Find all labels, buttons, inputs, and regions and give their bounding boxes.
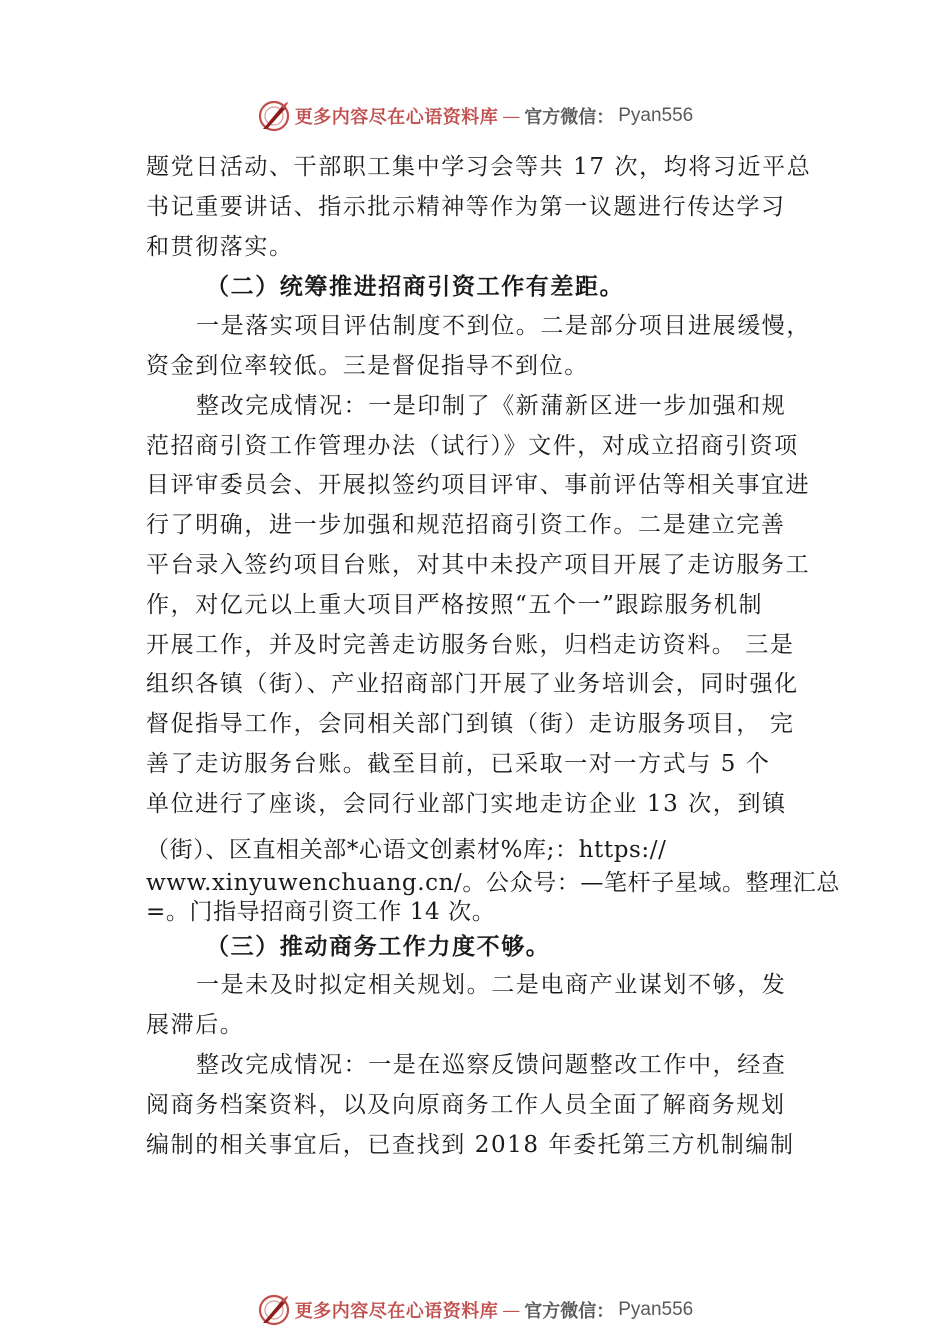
quill-logo-icon [257, 1293, 291, 1327]
paragraph-line: 作，对亿元以上重大项目严格按照“五个一”跟踪服务机制 [146, 591, 764, 618]
paragraph-line: 一是未及时拟定相关规划。二是电商产业谋划不够，发 [196, 972, 787, 999]
watermark-separator: — [502, 1299, 521, 1321]
paragraph-line: 书记重要讲话、指示批示精神等作为第一议题进行传达学习 [146, 193, 786, 220]
watermark-wechat-id: Pyan556 [618, 1299, 694, 1320]
watermark-brand: 更多内容尽在心语资料库 [294, 1301, 499, 1322]
document-body [146, 148, 841, 1165]
section-heading-3: （三）推动商务工作力度不够。 [206, 932, 551, 960]
paragraph-line: 范招商引资工作管理办法（试行）》文件，对成立招商引资项 [146, 432, 799, 459]
watermark-footer [0, 1290, 950, 1330]
paragraph-line: 平台录入签约项目台账，对其中未投产项目开展了走访服务工 [146, 551, 811, 578]
watermark-brand: 更多内容尽在心语资料库 [294, 107, 499, 128]
paragraph-line: 和贯彻落实。 [146, 233, 294, 260]
paragraph-line: 一是落实项目评估制度不到位。二是部分项目进展缓慢， [196, 313, 811, 340]
paragraph-line: 善了走访服务台账。截至目前，已采取一对一方式与 5 个 [146, 750, 771, 777]
paragraph-line: 整改完成情况：一是印制了《新蒲新区进一步加强和规 [196, 392, 787, 419]
paragraph-line: 组织各镇（街）、产业招商部门开展了业务培训会，同时强化 [146, 671, 799, 698]
paragraph-line: 整改完成情况：一是在巡察反馈问题整改工作中，经查 [196, 1051, 787, 1078]
quill-logo-icon [257, 99, 291, 133]
paragraph-line: 单位进行了座谈，会同行业部门实地走访企业 13 次，到镇 [146, 790, 787, 817]
watermark-wechat-id: Pyan556 [618, 105, 694, 126]
paragraph-line: 资金到位率较低。三是督促指导不到位。 [146, 352, 589, 379]
paragraph-line: =。门指导招商引资工作 14 次。 [146, 898, 496, 925]
paragraph-line: 目评审委员会、开展拟签约项目评审、事前评估等相关事宜进 [146, 472, 811, 499]
paragraph-line: 督促指导工作，会同相关部门到镇（街）走访服务项目， 完 [146, 711, 795, 738]
paragraph-line: 编制的相关事宜后，已查找到 2018 年委托第三方机制编制 [146, 1131, 795, 1158]
watermark-header [0, 96, 950, 136]
watermark-separator: — [502, 105, 521, 127]
paragraph-line: 题党日活动、干部职工集中学习会等共 17 次，均将习近平总 [146, 154, 812, 180]
watermark-inline-line: （街）、区直相关部*心语文创素材%库;：https:// [146, 836, 667, 863]
watermark-wechat-label: 官方微信： [524, 107, 615, 128]
section-heading-2: （二）统筹推进招商引资工作有差距。 [206, 273, 625, 301]
paragraph-line: 展滞后。 [146, 1012, 245, 1039]
watermark-inline-line: www.xinyuwenchuang.cn/。公众号：—笔杆子星域。整理汇总 [146, 869, 841, 896]
paragraph-line: 阅商务档案资料，以及向原商务工作人员全面了解商务规划 [146, 1091, 786, 1118]
watermark-wechat-label: 官方微信： [524, 1301, 615, 1322]
paragraph-line: 开展工作，并及时完善走访服务台账，归档走访资料。 三是 [146, 631, 795, 658]
paragraph-line: 行了明确，进一步加强和规范招商引资工作。二是建立完善 [146, 512, 786, 539]
